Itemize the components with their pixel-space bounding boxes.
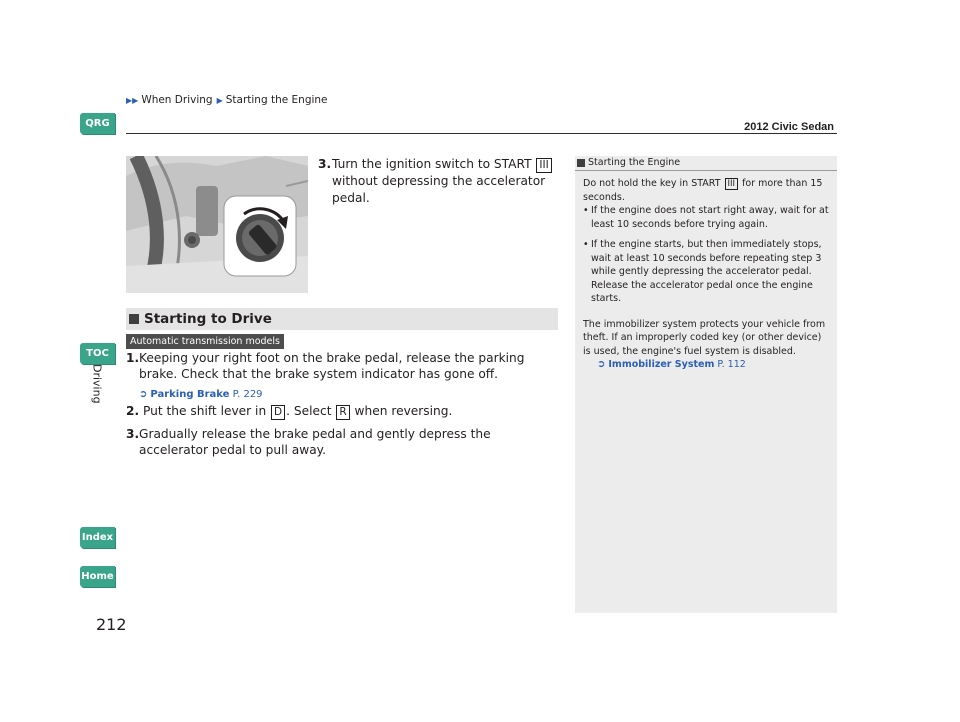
- step-number: 3.: [318, 157, 332, 171]
- notes-title: Starting the Engine: [588, 157, 681, 168]
- header-divider: [126, 133, 837, 134]
- note-bullet: [583, 238, 829, 306]
- step-text: Put the shift lever in: [143, 404, 271, 418]
- breadcrumb-item[interactable]: When Driving: [141, 94, 213, 106]
- step-text: Gradually release the brake pedal and gently depress the accelerator pedal to pull away.: [139, 427, 491, 457]
- note-bullet: [583, 204, 829, 231]
- step-number: 2.: [126, 404, 140, 418]
- tab-toc[interactable]: TOC: [80, 343, 115, 364]
- note-text: Do not hold the key in START: [583, 178, 724, 189]
- cross-reference: [583, 358, 829, 372]
- section-title: Starting to Drive: [144, 311, 272, 327]
- shift-position-key: R: [336, 405, 349, 420]
- drive-step-2: [126, 403, 558, 420]
- notes-panel: [575, 156, 837, 613]
- note-marker-icon: [577, 159, 585, 167]
- note-text: If the engine starts, but then immediately stops, wait at least 10 seconds before repeating step 3 while gently depressing the accelerator pedal. Release the accelerator pedal once the engine starts.: [591, 239, 822, 304]
- ignition-position-key: III: [536, 158, 551, 173]
- reference-link[interactable]: Parking Brake: [150, 389, 230, 400]
- note-text: If the engine does not start right away, wait for at least 10 seconds before trying again.: [591, 205, 829, 230]
- reference-arrow-icon: ➲: [139, 389, 148, 400]
- breadcrumb-arrow-icon: ▶: [216, 95, 223, 105]
- ignition-switch-illustration: [126, 156, 308, 293]
- reference-link[interactable]: Immobilizer System: [608, 359, 715, 370]
- step-text: when reversing.: [350, 404, 453, 418]
- tab-home[interactable]: Home: [80, 566, 115, 587]
- notes-heading: [575, 156, 837, 171]
- shift-position-key: D: [271, 405, 285, 420]
- notes-body: [575, 177, 837, 372]
- drive-step-1: [126, 350, 558, 403]
- step-text: Turn the ignition switch to START: [332, 157, 536, 171]
- model-badge: Automatic transmission models: [126, 334, 284, 349]
- model-title: 2012 Civic Sedan: [744, 121, 834, 133]
- breadcrumb: [126, 94, 332, 106]
- page-number: 212: [96, 615, 127, 634]
- bullet-icon: •: [583, 239, 589, 250]
- breadcrumb-item[interactable]: Starting the Engine: [225, 94, 328, 106]
- section-heading: [126, 308, 558, 330]
- ignition-position-key: III: [725, 178, 739, 190]
- section-label: Driving: [90, 364, 104, 404]
- note-paragraph: The immobilizer system protects your vehicle from theft. If an improperly coded key (or other device) is used, the engine's fuel system is disabled.: [583, 318, 826, 357]
- reference-page[interactable]: P. 112: [717, 359, 746, 370]
- section-marker-icon: [129, 314, 139, 324]
- step-text: without depressing the accelerator pedal.: [332, 174, 546, 205]
- step-number: 3.: [126, 427, 140, 441]
- tab-index[interactable]: Index: [80, 527, 115, 548]
- breadcrumb-arrow-icon: ▶▶: [126, 95, 139, 105]
- tab-qrg[interactable]: QRG: [80, 113, 115, 134]
- reference-page[interactable]: P. 229: [232, 389, 263, 400]
- drive-step-3: [126, 426, 558, 458]
- step-text: Keeping your right foot on the brake pedal, release the parking brake. Check that the brake system indicator has gone off.: [139, 351, 525, 381]
- ignition-step: [318, 156, 558, 207]
- reference-arrow-icon: ➲: [597, 359, 606, 370]
- note-paragraph: [583, 177, 829, 204]
- step-text: . Select: [286, 404, 336, 418]
- step-number: 1.: [126, 351, 140, 365]
- note-text: for more than 15 seconds.: [583, 178, 823, 203]
- bullet-icon: •: [583, 205, 589, 216]
- cross-reference: [126, 385, 558, 403]
